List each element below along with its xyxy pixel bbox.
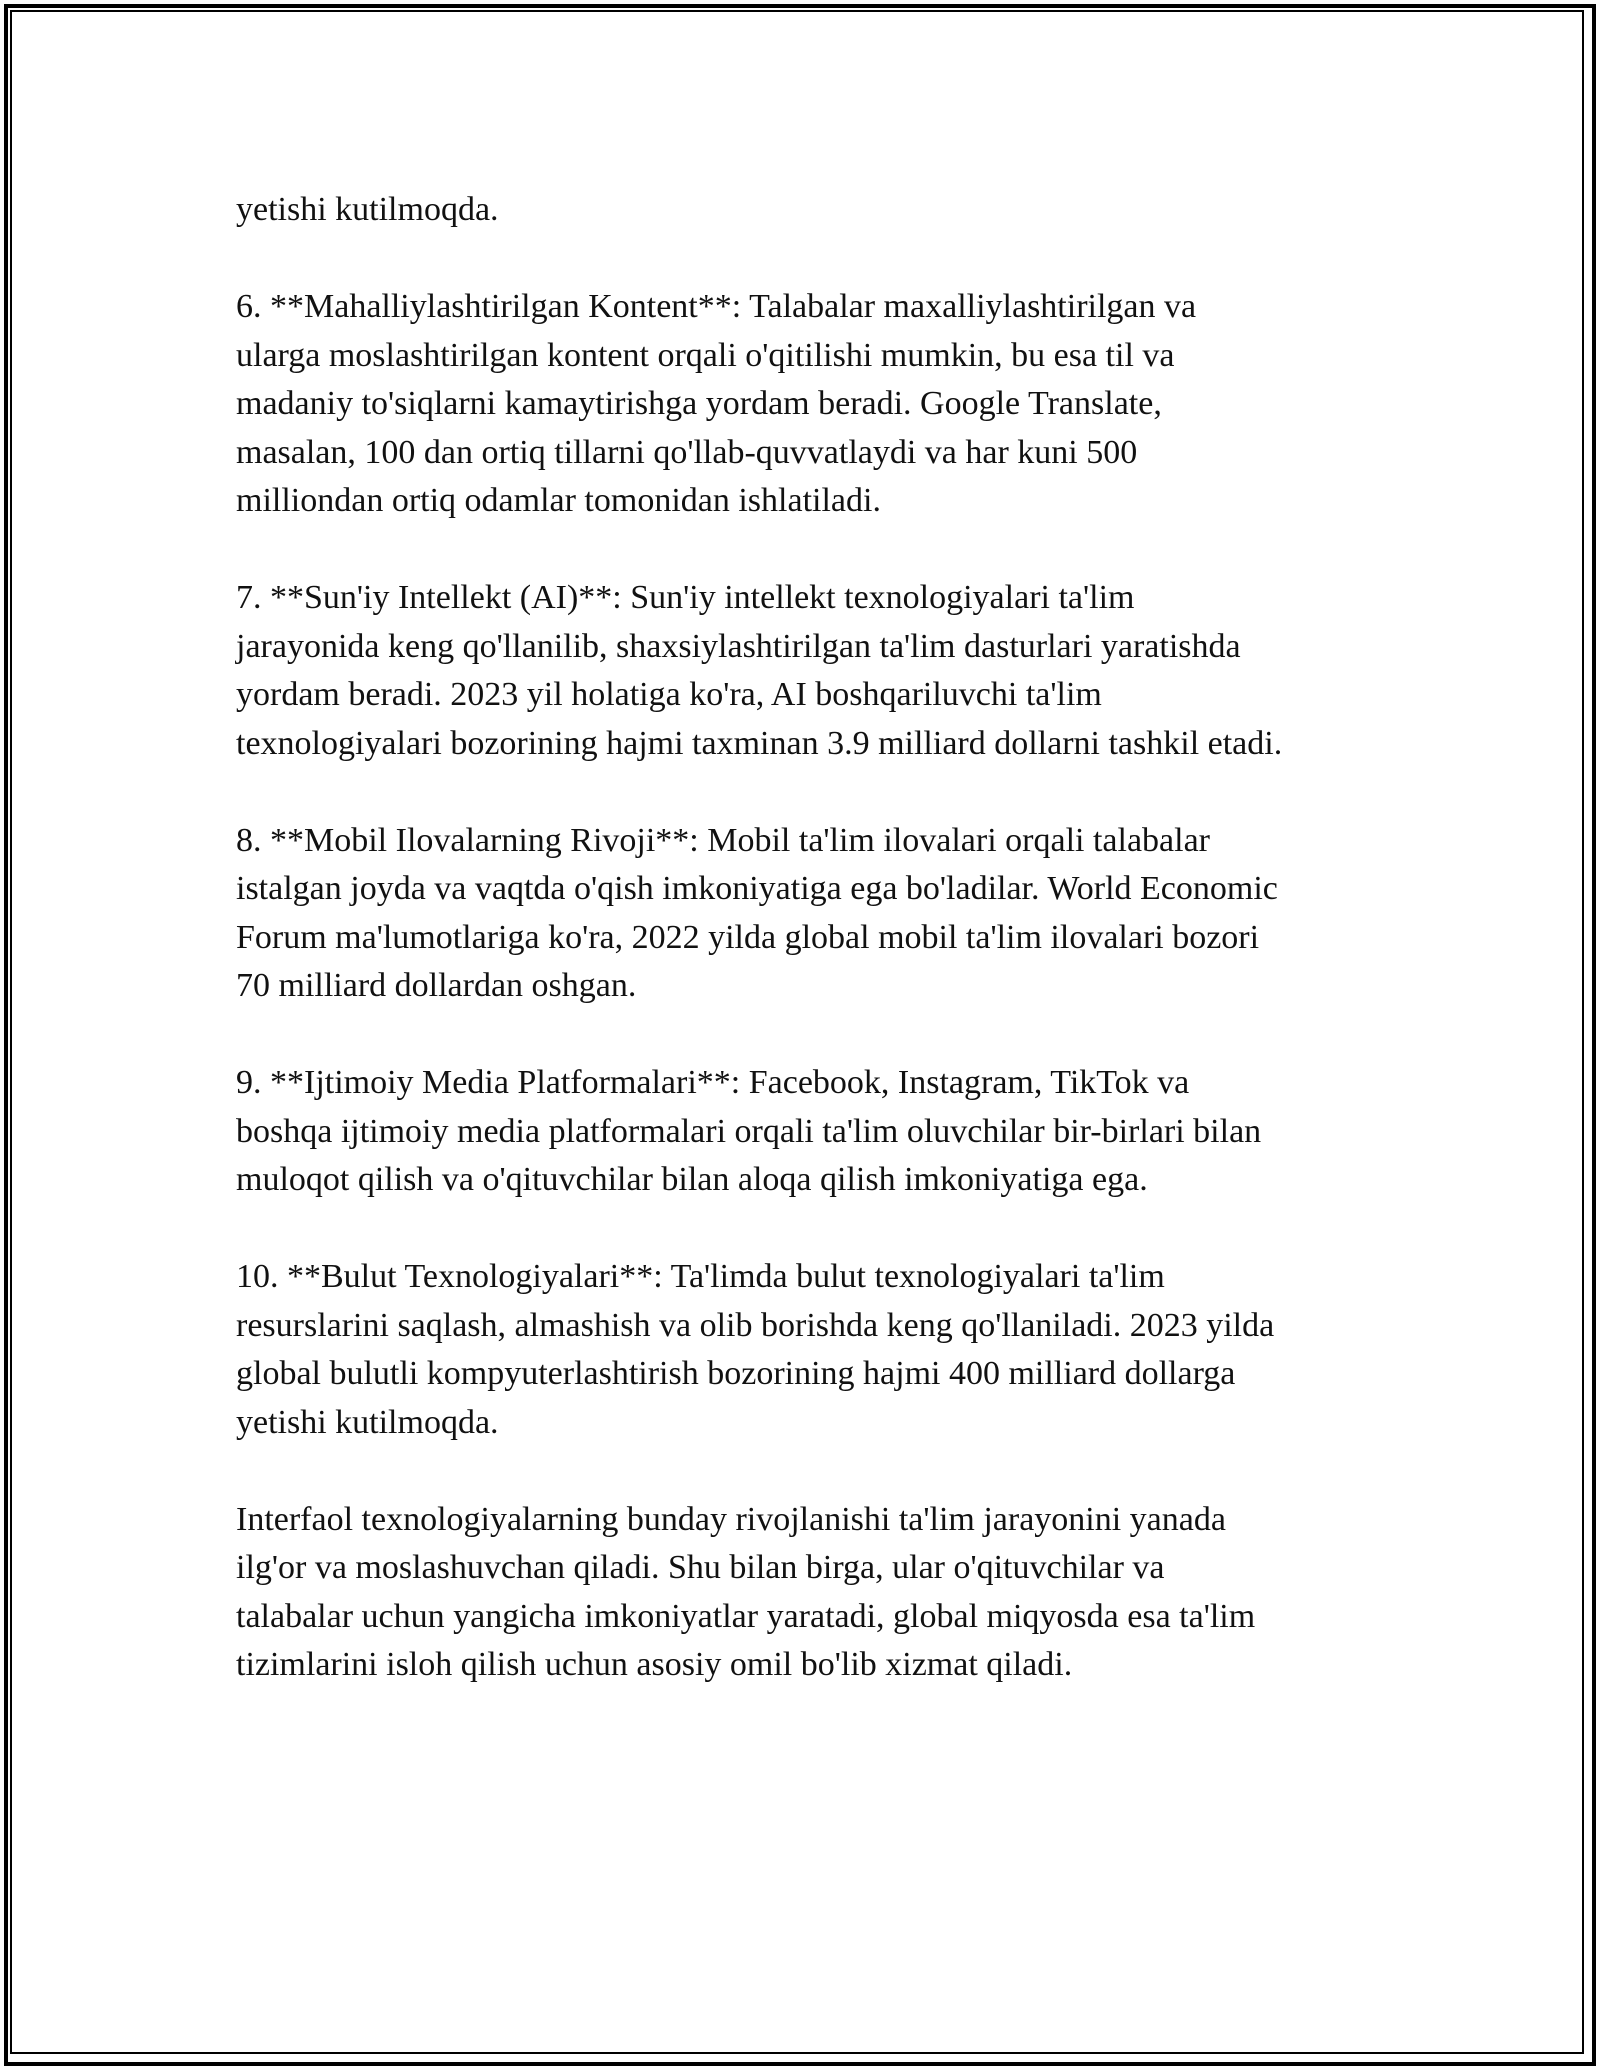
paragraph-item-7: 7. **Sun'iy Intellekt (AI)**: Sun'iy intellekt texnologiyalari ta'lim jarayonida keng qo'llanilib, shaxsiylashtirilgan ta'lim dasturlari yaratishda yordam beradi. 2023 yil holatiga ko'ra, AI boshqariluvchi ta'lim texnologiyalari bozorining hajmi taxminan 3.9 milliard dollarni tashkil etadi. xyxy=(236,579,1283,762)
paragraph-continuation: yetishi kutilmoqda. xyxy=(236,191,499,228)
paragraph-item-8: 8. **Mobil Ilovalarning Rivoji**: Mobil ta'lim ilovalari orqali talabalar istalgan joyda va vaqtda o'qish imkoniyatiga ega bo'ladilar. World Economic Forum ma'lumotlariga ko'ra, 2022 yilda global mobil ta'lim ilovalari bozori 70 milliard dollardan oshgan. xyxy=(236,821,1278,1004)
paragraph-item-9: 9. **Ijtimoiy Media Platformalari**: Facebook, Instagram, TikTok va boshqa ijtimoiy media platformalari orqali ta'lim oluvchilar bir-birlari bilan muloqot qilish va o'qituvchilar bilan aloqa qilish imkoniyatiga ega. xyxy=(236,1064,1262,1198)
paragraph-item-10: 10. **Bulut Texnologiyalari**: Ta'limda bulut texnologiyalari ta'lim resurslarini saqlash, almashish va olib borishda keng qo'llaniladi. 2023 yilda global bulutli kompyuterlashtirish bozorining hajmi 400 milliard dollarga yetishi kutilmoqda. xyxy=(236,1258,1275,1441)
document-body xyxy=(236,186,1386,1738)
paragraph-item-6: 6. **Mahalliylashtirilgan Kontent**: Talabalar maxalliylashtirilgan va ularga moslashtirilgan kontent orqali o'qitilishi mumkin, bu esa til va madaniy to'siqlarni kamaytirishga yordam beradi. Google Translate, masalan, 100 dan ortiq tillarni qo'llab-quvvatlaydi va har kuni 500 milliondan ortiq odamlar tomonidan ishlatiladi. xyxy=(236,288,1197,519)
paragraph-conclusion: Interfaol texnologiyalarning bunday rivojlanishi ta'lim jarayonini yanada ilg'or va moslashuvchan qiladi. Shu bilan birga, ular o'qituvchilar va talabalar uchun yangicha imkoniyatlar yaratadi, global miqyosda esa ta'lim tizimlarini isloh qilish uchun asosiy omil bo'lib xizmat qiladi. xyxy=(236,1500,1256,1683)
